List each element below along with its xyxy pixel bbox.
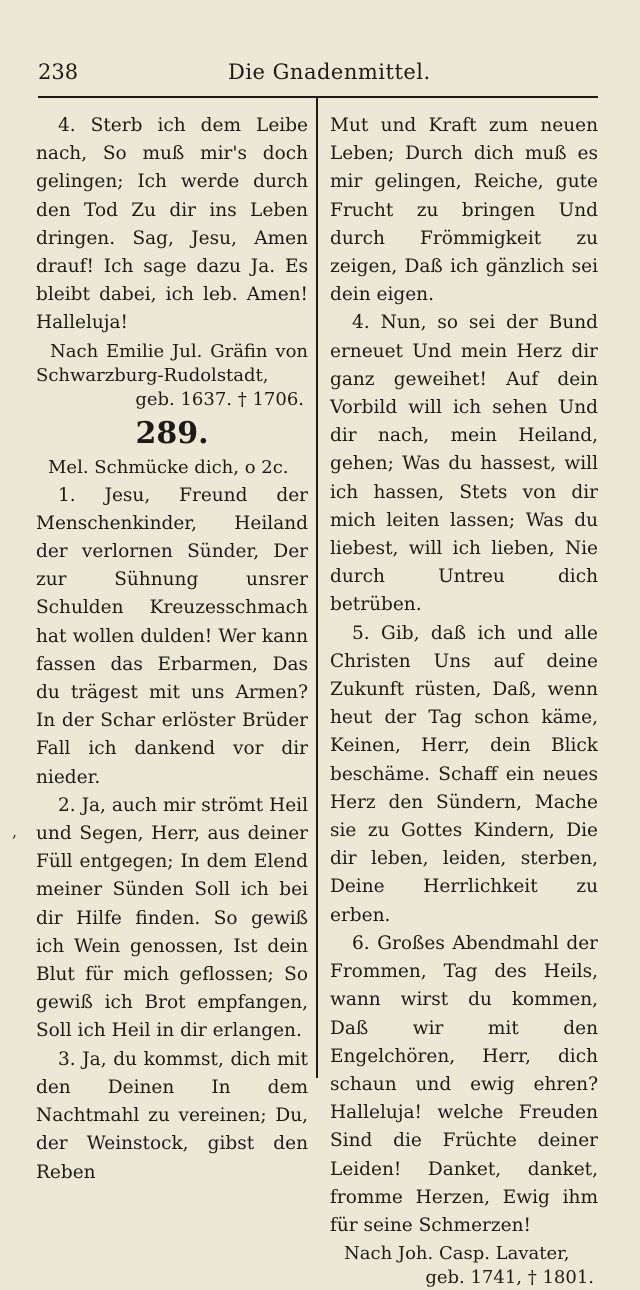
column-divider bbox=[316, 98, 318, 1078]
author-attribution bbox=[36, 340, 308, 412]
author-dates: geb. 1637. † 1706. bbox=[135, 388, 304, 410]
author-name-2: Nach Joh. Casp. Lavater, bbox=[344, 1243, 570, 1265]
author-attribution-2 bbox=[330, 1242, 598, 1290]
right-column bbox=[330, 112, 598, 1290]
page-number: 238 bbox=[38, 60, 79, 84]
margin-mark: , bbox=[12, 822, 18, 841]
author-dates-2: geb. 1741, † 1801. bbox=[425, 1267, 594, 1289]
stanza-4-hymn-288: 4. Sterb ich dem Leibe nach, So muß mir's doch gelingen; Ich werde durch den Tod Zu dir ins Leben dringen. Sag, Jesu, Amen drauf! Ich sage dazu Ja. Es bleibt dabei, ich leb. Amen! Halleluja! bbox=[36, 115, 308, 334]
stanza-3-start: 3. Ja, du kommst, dich mit den Deinen In dem Nachtmahl zu vereinen; Du, der Weinstock, gibst den Reben bbox=[36, 1048, 308, 1183]
stanza-2: 2. Ja, auch mir strömt Heil und Segen, Herr, aus deiner Füll entgegen; In dem Elend meiner Sünden Soll ich bei dir Hilfe finden. So gewiß ich Wein genossen, Ist dein Blut für mich geflossen; So gewiß ich Brot empfangen, Soll ich Heil in dir erlangen. bbox=[36, 794, 308, 1042]
stanza-1: 1. Jesu, Freund der Menschenkinder, Heiland der verlornen Sünder, Der zur Sühnung unsrer Schulden Kreuzesschmach hat wollen dulden! Wer kann fassen das Erbarmen, Das du trägest mit uns Armen? In der Schar erlöster Brüder Fall ich dankend vor dir nieder. bbox=[36, 484, 308, 788]
stanza-3-end: Mut und Kraft zum neuen Leben; Durch dich muß es mir gelingen, Reiche, gute Frucht zu bringen Und durch Frömmigkeit zu zeigen, Daß ich gänzlich sei dein eigen. bbox=[330, 115, 598, 306]
left-column bbox=[36, 112, 308, 1187]
stanza-4: 4. Nun, so sei der Bund erneuet Und mein Herz dir ganz geweihet! Auf dein Vorbild will ich sehen Und dir nach, mein Heiland, gehen; Was du hassest, will ich hassen, Stets von dir mich leiten lassen; Was du liebest, will ich lieben, Nie durch Untreu dich betrüben. bbox=[330, 312, 598, 616]
stanza-6: 6. Großes Abendmahl der Frommen, Tag des Heils, wann wirst du kommen, Daß wir mit den Engelchören, Herr, dich schaun und ewig ehren? Halleluja! welche Freuden Sind die Früchte deiner Leiden! Danket, danket, fromme Herzen, Ewig ihm für seine Schmerzen! bbox=[330, 932, 598, 1236]
melody-line: Mel. Schmücke dich, o 2c. bbox=[48, 456, 289, 478]
stanza-5: 5. Gib, daß ich und alle Christen Uns auf deine Zukunft rüsten, Daß, wenn heut der Tag schon käme, Keinen, Herr, dein Blick beschäme. Schaff ein neues Herz den Sündern, Mache sie zu Gottes Kindern, Die dir leben, leiden, sterben, Deine Herrlichkeit zu erben. bbox=[330, 622, 598, 926]
hymn-number: 289. bbox=[135, 415, 209, 451]
page-header bbox=[38, 58, 598, 90]
running-title: Die Gnadenmittel. bbox=[228, 60, 431, 84]
header-rule bbox=[38, 96, 598, 98]
author-name: Nach Emilie Jul. Gräfin von Schwarzburg-Rudolstadt, bbox=[36, 340, 308, 386]
